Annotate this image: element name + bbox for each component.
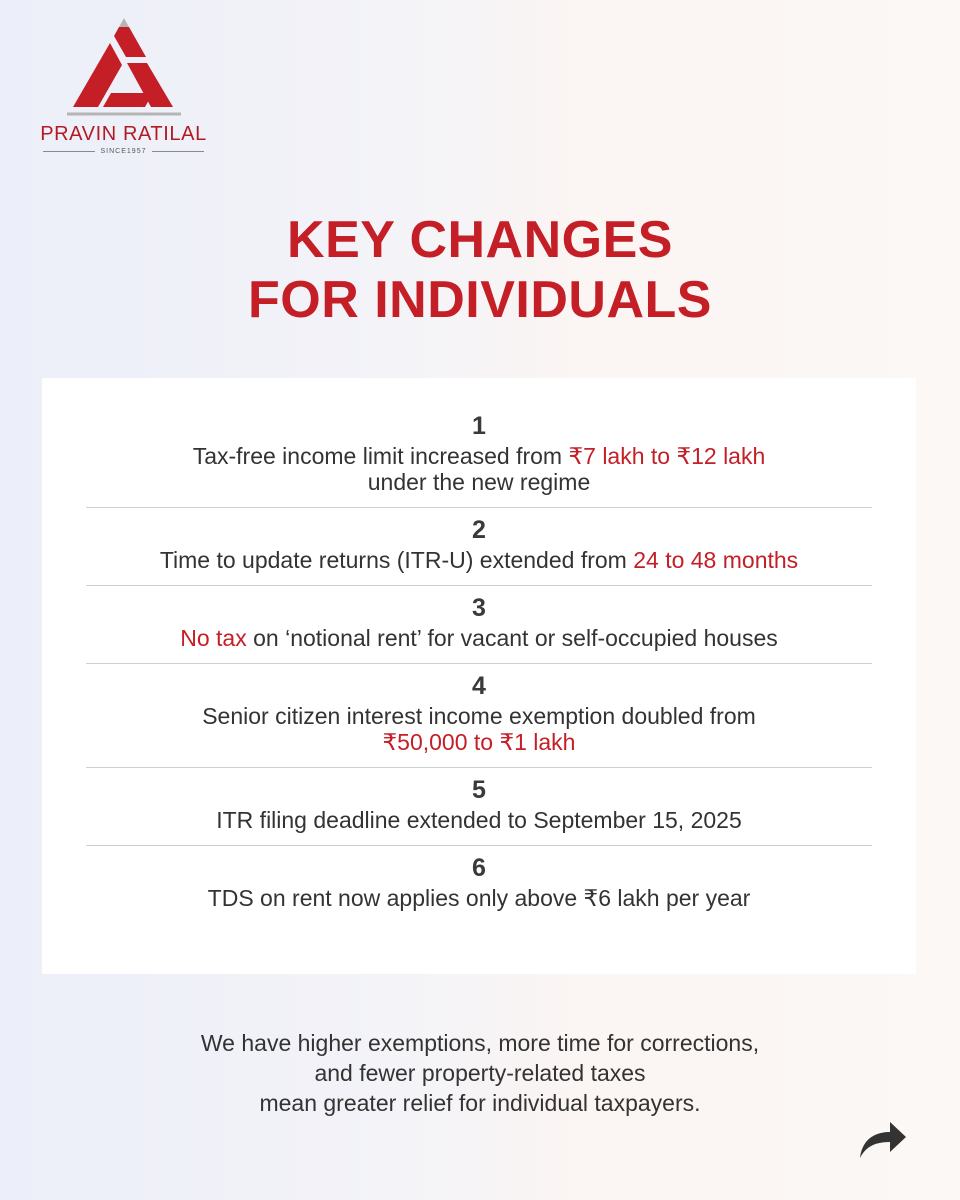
list-item <box>86 768 872 846</box>
item-number: 5 <box>472 776 486 804</box>
changes-list <box>86 404 872 923</box>
title-line-2: FOR INDIVIDUALS <box>248 271 712 329</box>
list-item <box>86 508 872 586</box>
changes-card <box>42 378 916 974</box>
item-highlight: No tax <box>180 625 247 651</box>
item-text: TDS on rent now applies only above ₹6 lakh per year <box>207 885 751 911</box>
item-text-before: Time to update returns (ITR-U) extended from <box>159 547 634 573</box>
brand-since <box>36 148 211 155</box>
list-item <box>86 404 872 508</box>
title-line-1: KEY CHANGES <box>287 211 673 269</box>
item-text-after: on ‘notional rent’ for vacant or self-occupied houses <box>246 625 778 651</box>
footer-line: mean greater relief for individual taxpayers. <box>259 1090 701 1116</box>
divider <box>152 151 204 152</box>
item-highlight: ₹50,000 to ₹1 lakh <box>382 729 576 755</box>
item-highlight: 24 to 48 months <box>633 547 799 573</box>
item-text: ITR filing deadline extended to September 15, 2025 <box>216 807 742 833</box>
item-text-after: under the new regime <box>367 469 591 495</box>
share-arrow-icon[interactable] <box>858 1118 908 1160</box>
brand-name: PRAVIN RATILAL <box>40 123 207 145</box>
list-item <box>86 586 872 664</box>
item-number: 6 <box>472 854 486 882</box>
triangle-logo-icon <box>65 16 183 120</box>
footer-summary <box>0 1028 960 1118</box>
item-text-before: Tax-free income limit increased from <box>192 443 569 469</box>
list-item <box>86 846 872 923</box>
footer-line: We have higher exemptions, more time for corrections, <box>200 1030 760 1056</box>
item-number: 2 <box>472 516 486 544</box>
item-text <box>86 443 872 495</box>
brand-since-text: SINCE1957 <box>100 148 147 155</box>
item-text-before: Senior citizen interest income exemption doubled from <box>202 703 756 729</box>
item-text <box>86 703 872 755</box>
item-number: 1 <box>472 412 486 440</box>
item-number: 4 <box>472 672 486 700</box>
item-number: 3 <box>472 594 486 622</box>
footer-line: and fewer property-related taxes <box>314 1060 646 1086</box>
item-text <box>86 547 872 573</box>
item-text <box>86 625 872 651</box>
list-item <box>86 664 872 768</box>
page-title <box>0 210 960 330</box>
divider <box>43 151 95 152</box>
item-highlight: ₹7 lakh to ₹12 lakh <box>568 443 766 469</box>
brand-logo <box>36 16 211 155</box>
